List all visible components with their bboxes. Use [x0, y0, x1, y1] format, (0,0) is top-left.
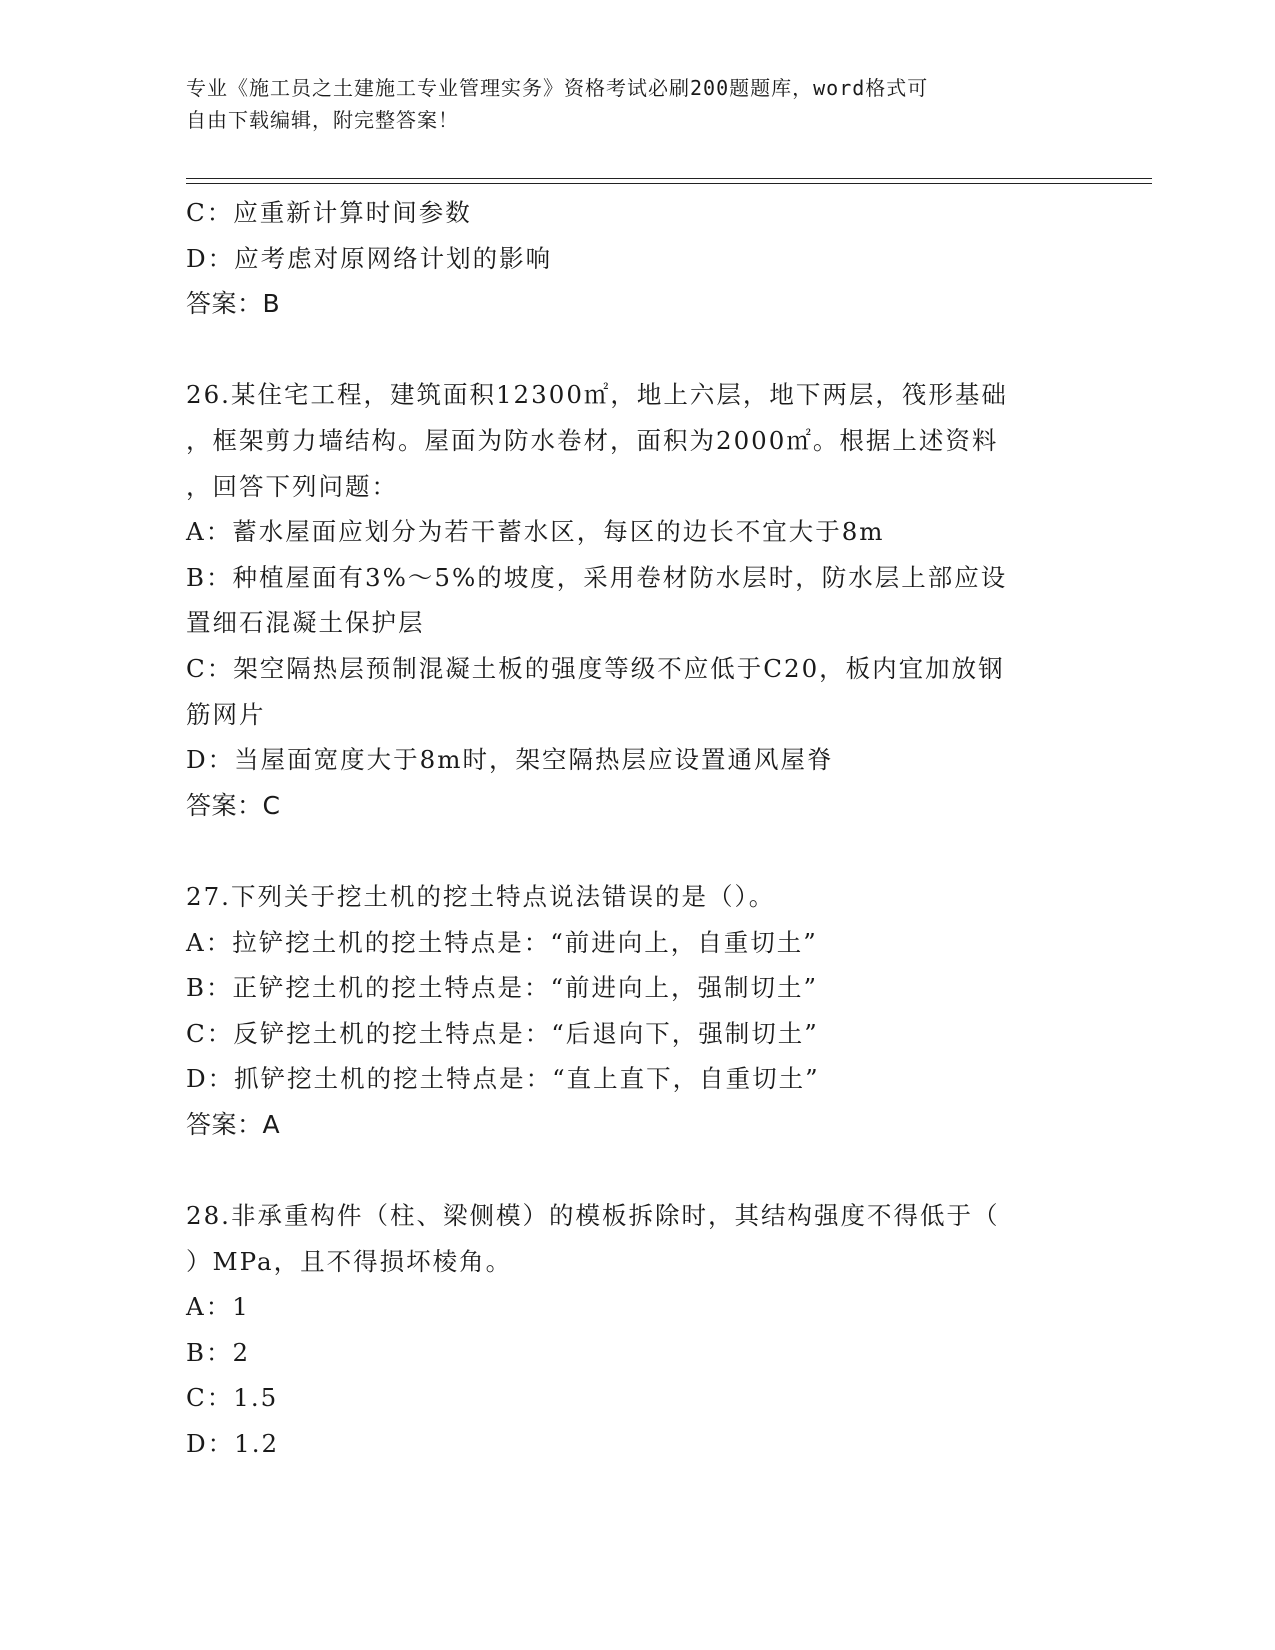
q28-stem-line-2: ）MPa，且不得损坏棱角。 — [186, 1246, 513, 1276]
q28-option-d: D：1.2 — [186, 1429, 280, 1459]
question-spacer — [186, 1147, 1152, 1193]
q26-stem-line-3: ，回答下列问题： — [186, 471, 398, 501]
q28-option-a: A：1 — [186, 1292, 250, 1322]
q25-option-c: C：应重新计算时间参数 — [186, 198, 472, 227]
header-divider-bottom — [186, 183, 1152, 184]
q26-answer: 答案：C — [186, 790, 281, 820]
q26-option-a: A：蓄水屋面应划分为若干蓄水区，每区的边长不宜大于8m — [186, 517, 885, 547]
q25-option-d: D：应考虑对原网络计划的影响 — [186, 243, 553, 273]
q26-option-c-line-2: 筋网片 — [186, 699, 266, 729]
header-divider-top — [186, 178, 1152, 179]
q27-option-c: C：反铲挖土机的挖土特点是：“后退向下，强制切土” — [186, 1018, 819, 1048]
q28-option-c: C：1.5 — [186, 1383, 279, 1413]
q27-option-b: B：正铲挖土机的挖土特点是：“前进向上，强制切土” — [186, 973, 819, 1003]
q26-stem-line-2: ，框架剪力墙结构。屋面为防水卷材，面积为2000㎡。根据上述资料 — [186, 425, 999, 455]
question-spacer — [186, 327, 1152, 373]
q26-option-d: D：当屋面宽度大于8m时，架空隔热层应设置通风屋脊 — [186, 745, 834, 775]
q25-answer: 答案：B — [186, 289, 281, 319]
q26-option-b-line-2: 置细石混凝土保护层 — [186, 608, 425, 638]
question-list — [186, 190, 1152, 1467]
question-spacer — [186, 828, 1152, 874]
q28-stem-line-1: 28.非承重构件（柱、梁侧模）的模板拆除时，其结构强度不得低于（ — [186, 1201, 1000, 1231]
q26-option-c-line-1: C：架空隔热层预制混凝土板的强度等级不应低于C20，板内宜加放钢 — [186, 653, 1005, 683]
q27-stem: 27.下列关于挖土机的挖土特点说法错误的是（）。 — [186, 881, 776, 911]
q27-answer: 答案：A — [186, 1109, 281, 1139]
header-title-line-1: 专业《施工员之土建施工专业管理实务》资格考试必刷200题题库，word格式可 — [186, 76, 929, 100]
header-title-line-2: 自由下载编辑，附完整答案！ — [186, 108, 459, 132]
q26-option-b-line-1: B：种植屋面有3%～5%的坡度，采用卷材防水层时，防水层上部应设 — [186, 562, 1008, 592]
q26-stem-line-1: 26.某住宅工程，建筑面积12300㎡，地上六层，地下两层，筏形基础 — [186, 380, 1008, 410]
q28-option-b: B：2 — [186, 1337, 251, 1367]
q27-option-a: A：拉铲挖土机的挖土特点是：“前进向上，自重切土” — [186, 927, 818, 957]
q27-option-d: D：抓铲挖土机的挖土特点是：“直上直下，自重切土” — [186, 1064, 820, 1094]
document-header — [186, 72, 1066, 136]
